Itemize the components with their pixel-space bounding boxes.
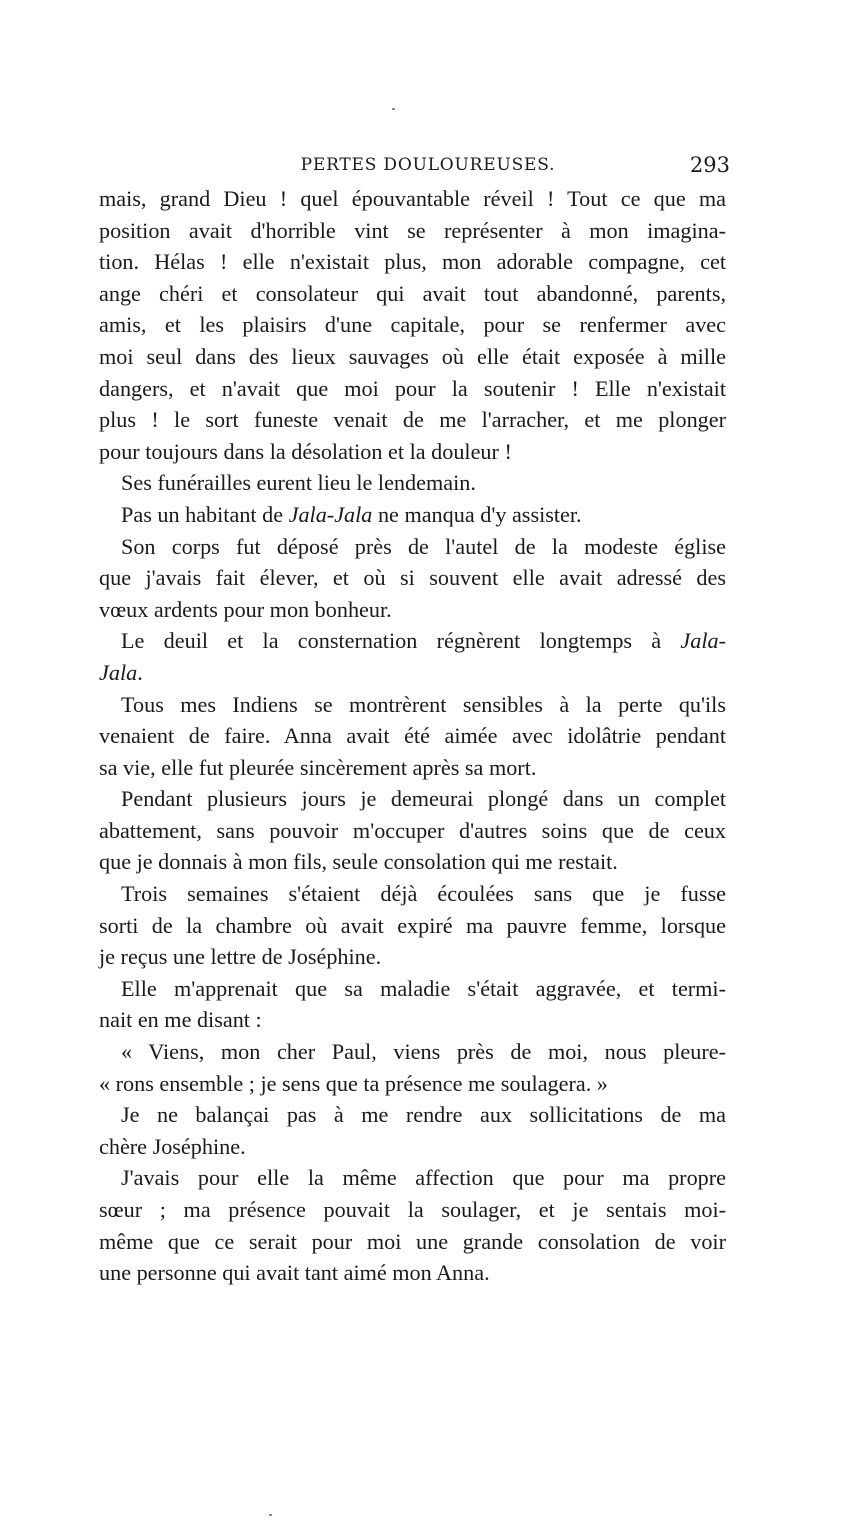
print-speck xyxy=(392,108,395,110)
text-line: J'avais pour elle la même affection que pour ma propre xyxy=(121,1165,726,1191)
text-line: je reçus une lettre de Joséphine. xyxy=(99,944,382,970)
text-line: Son corps fut déposé près de l'autel de la modeste église xyxy=(121,533,726,559)
text-line: Tous mes Indiens se montrèrent sensibles à la perte qu'ils xyxy=(121,691,726,717)
print-speck xyxy=(269,1514,272,1516)
running-title: PERTES DOULOUREUSES. xyxy=(300,155,556,175)
text-line: une personne qui avait tant aimé mon Anna. xyxy=(99,1260,490,1286)
text-line: venaient de faire. Anna avait été aimée avec idolâtrie pendant xyxy=(99,723,726,749)
place-name-italic: Jala-Jala xyxy=(288,501,373,527)
text-line: amis, et les plaisirs d'une capitale, pour se renfermer avec xyxy=(99,312,726,338)
text-line: tion. Hélas ! elle n'existait plus, mon adorable compagne, cet xyxy=(99,249,726,275)
text-line: Trois semaines s'étaient déjà écoulées sans que je fusse xyxy=(121,881,726,907)
page-number: 293 xyxy=(689,153,730,177)
text-line: que je donnais à mon fils, seule consolation qui me restait. xyxy=(99,849,618,875)
text-line: ange chéri et consolateur qui avait tout abandonné, parents, xyxy=(99,280,726,306)
text-segment: . xyxy=(137,659,143,685)
text-line: sa vie, elle fut pleurée sincèrement après sa mort. xyxy=(99,754,537,780)
text-line: que j'avais fait élever, et où si souvent elle avait adressé des xyxy=(99,565,726,591)
place-name-italic: Jala- xyxy=(680,628,726,654)
text-line: nait en me disant : xyxy=(99,1007,262,1033)
text-line: vœux ardents pour mon bonheur. xyxy=(99,596,392,622)
text-line: Ses funérailles eurent lieu le lendemain. xyxy=(121,470,476,496)
text-line: sœur ; ma présence pouvait la soulager, et je sentais moi- xyxy=(99,1197,726,1222)
text-line: pour toujours dans la désolation et la douleur ! xyxy=(99,438,512,464)
place-name-italic: Jala xyxy=(99,659,138,685)
text-segment: Le deuil et la consternation régnèrent longtemps à xyxy=(121,628,681,654)
text-segment: ne manqua d'y assister. xyxy=(372,501,582,527)
text-line: moi seul dans des lieux sauvages où elle était exposée à mille xyxy=(99,343,726,369)
text-line-with-italic xyxy=(99,625,726,657)
text-line: mais, grand Dieu ! quel épouvantable réveil ! Tout ce que ma xyxy=(99,186,726,211)
text-line: chère Joséphine. xyxy=(99,1133,246,1159)
text-line: dangers, et n'avait que moi pour la soutenir ! Elle n'existait xyxy=(99,375,726,401)
body-text xyxy=(99,183,726,1289)
text-line: plus ! le sort funeste venait de me l'arracher, et me plonger xyxy=(99,407,726,433)
text-line-with-italic xyxy=(99,499,726,531)
text-line: même que ce serait pour moi une grande consolation de voir xyxy=(99,1228,726,1254)
text-segment: Pas un habitant de xyxy=(121,501,289,527)
text-line: position avait d'horrible vint se représenter à mon imagina- xyxy=(99,217,726,243)
text-line: Elle m'apprenait que sa maladie s'était aggravée, et termi- xyxy=(121,975,726,1001)
text-line-with-italic xyxy=(99,657,726,689)
quote-line: « rons ensemble ; je sens que ta présence me soulagera. » xyxy=(99,1070,608,1096)
text-line: Je ne balançai pas à me rendre aux sollicitations de ma xyxy=(121,1102,726,1128)
text-line: sorti de la chambre où avait expiré ma pauvre femme, lorsque xyxy=(99,912,726,938)
running-head xyxy=(0,151,856,181)
text-line: abattement, sans pouvoir m'occuper d'autres soins que de ceux xyxy=(99,817,726,843)
quote-line: « Viens, mon cher Paul, viens près de moi, nous pleure- xyxy=(121,1039,726,1065)
text-line: Pendant plusieurs jours je demeurai plongé dans un complet xyxy=(121,786,726,812)
